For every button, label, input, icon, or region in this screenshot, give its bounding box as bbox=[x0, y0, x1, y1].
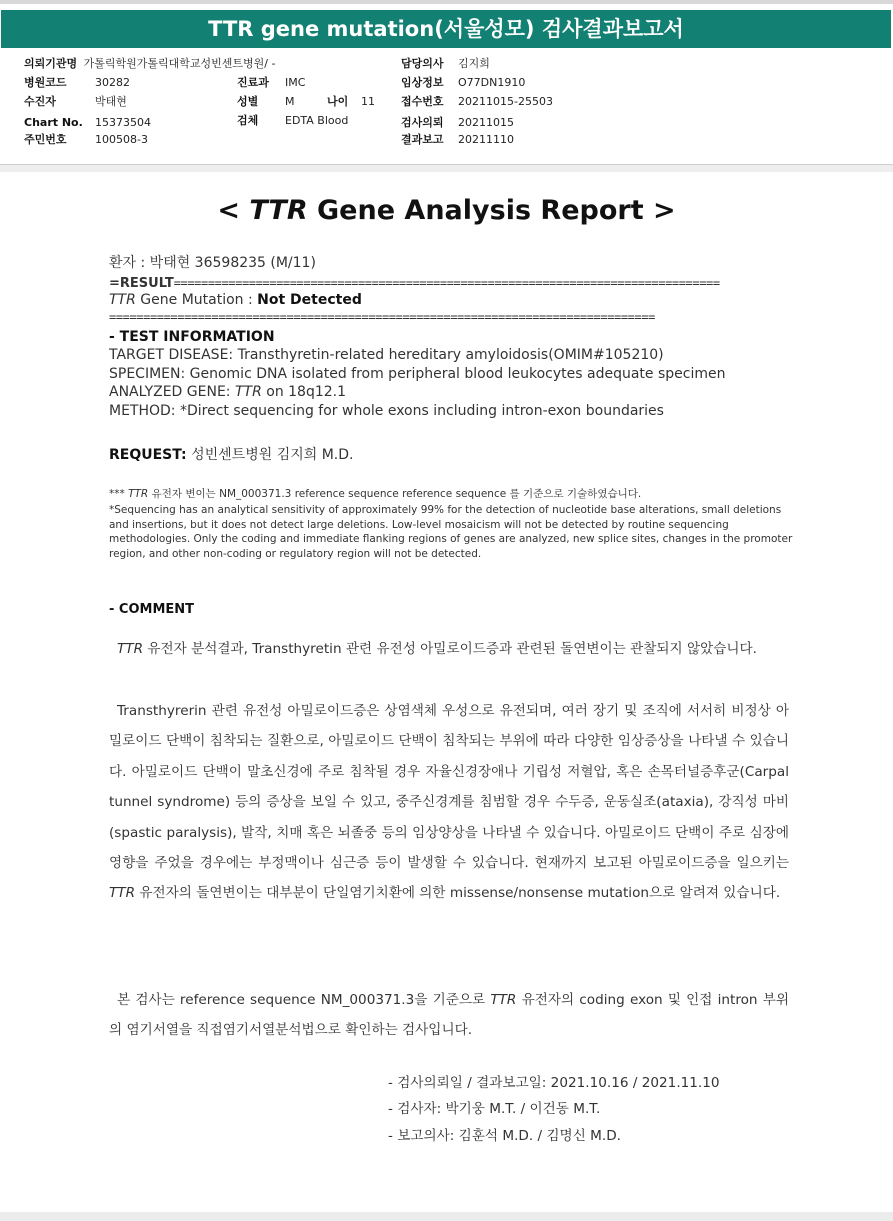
comment2-gene: TTR bbox=[109, 885, 136, 902]
header-row-accession bbox=[401, 95, 553, 109]
value-age: 11 bbox=[361, 95, 375, 108]
note-reference-prefix: *** bbox=[109, 488, 129, 500]
value-chart-no: 15373504 bbox=[95, 116, 151, 129]
analyzed-gene bbox=[109, 384, 346, 400]
value-department: IMC bbox=[285, 76, 306, 89]
target-disease: TARGET DISEASE: Transthyretin-related hereditary amyloidosis(OMIM#105210) bbox=[109, 347, 664, 363]
value-patient: 박태현 bbox=[95, 95, 127, 108]
test-info-heading: - TEST INFORMATION bbox=[109, 329, 275, 345]
comment2-text-b: 유전자의 돌연변이는 대부분이 단일염기치환에 의한 missense/nonsense mutation으로 알려져 있습니다. bbox=[135, 885, 781, 902]
value-institution: 가톨릭학원가톨릭대학교성빈센트병원/ - bbox=[83, 57, 276, 70]
top-border bbox=[0, 0, 893, 4]
signature-technicians: - 검사자: 박기웅 M.T. / 이건동 M.T. bbox=[388, 1101, 601, 1117]
comment2-text-a: Transthyrerin 관련 유전성 아밀로이드증은 상염색체 우성으로 유전되며, 여러 장기 및 조직에 서서히 비정상 아밀로이드 단백이 침착되는 질환으로, 아밀로이드 단백이 침착되는 부위에 따라 다양한 임상증상을 나타낼 수 있습니다. 아밀로이드 단백이 말초신경에 주로 침착될 경우 자율신경장애나 기립성 저혈압, 혹은 손목터널증후군(Carpal tunnel syndrome) 등의 증상을 보일 수 있고, 중주신경계를 침범할 경우 수두증, 운동실조(ataxia), 강직성 마비(spastic paralysis), 발작, 치매 혹은 뇌졸중 등의 임상양상을 나타낼 수 있습니다. 아밀로이드 단백이 주로 심장에 영향을 주었을 경우에는 부정맥이나 심근증 등이 발생할 수 있습니다. 현재까지 보고된 아밀로이드증을 일으키는 bbox=[109, 703, 789, 872]
result-text: Gene Mutation : bbox=[135, 292, 258, 308]
comment-heading: - COMMENT bbox=[109, 602, 195, 617]
value-report-date: 20211110 bbox=[458, 133, 514, 146]
label-doctor: 담당의사 bbox=[401, 57, 444, 70]
bottom-border bbox=[0, 1212, 893, 1221]
comment-paragraph-3 bbox=[109, 985, 789, 1046]
value-sex: M bbox=[285, 95, 295, 108]
result-line bbox=[109, 276, 789, 291]
header-row-doctor bbox=[401, 57, 490, 71]
header-row-request-date bbox=[401, 116, 514, 130]
report-title-prefix: < bbox=[217, 195, 250, 226]
specimen-line: SPECIMEN: Genomic DNA isolated from peripheral blood leukocytes adequate specimen bbox=[109, 366, 726, 382]
analyzed-gene-location: on 18q12.1 bbox=[261, 384, 347, 400]
label-clinical-info: 임상정보 bbox=[401, 76, 444, 89]
header-row-sex bbox=[237, 95, 295, 109]
header-row-chart-no bbox=[24, 116, 151, 130]
value-resident-no: 100508-3 bbox=[95, 133, 148, 146]
result-label: =RESULT bbox=[109, 276, 174, 291]
comment3-text-a: 본 검사는 reference sequence NM_000371.3을 기준으로 bbox=[117, 992, 491, 1008]
value-accession: 20211015-25503 bbox=[458, 95, 553, 108]
result-rule: ================================================================================ bbox=[173, 276, 720, 290]
comment1-gene: TTR bbox=[117, 641, 144, 657]
report-title bbox=[0, 195, 893, 226]
header-row-patient bbox=[24, 95, 127, 109]
label-patient: 수진자 bbox=[24, 95, 56, 108]
report-title-gene: TTR bbox=[249, 195, 308, 226]
result-gene: TTR bbox=[109, 292, 136, 308]
note-reference-gene: TTR bbox=[128, 488, 149, 500]
label-chart-no: Chart No. bbox=[24, 116, 83, 129]
value-hospital-code: 30282 bbox=[95, 76, 130, 89]
patient-line: 환자 : 박태현 36598235 (M/11) bbox=[109, 255, 316, 271]
header-separator bbox=[0, 164, 893, 172]
request-value: 성빈센트병원 김지희 M.D. bbox=[186, 447, 354, 463]
label-institution: 의뢰기관명 bbox=[24, 57, 78, 70]
header-row-resident-no bbox=[24, 133, 148, 147]
label-sex: 성별 bbox=[237, 95, 259, 108]
comment-paragraph-2 bbox=[109, 696, 789, 909]
request-line bbox=[109, 444, 353, 464]
value-specimen: EDTA Blood bbox=[285, 114, 349, 127]
request-label: REQUEST: bbox=[109, 447, 187, 463]
report-title-bar: TTR gene mutation(서울성모) 검사결과보고서 bbox=[1, 10, 891, 48]
header-row-hospital-code bbox=[24, 76, 130, 90]
signature-dates: - 검사의뢰일 / 결과보고일: 2021.10.16 / 2021.11.10 bbox=[388, 1075, 720, 1091]
header-row-institution bbox=[24, 57, 275, 71]
analyzed-gene-label: ANALYZED GENE: bbox=[109, 384, 235, 400]
rule-line: ================================================================================ bbox=[109, 310, 655, 324]
value-doctor: 김지희 bbox=[458, 57, 490, 70]
note-reference bbox=[109, 487, 799, 502]
comment-paragraph-1 bbox=[109, 634, 789, 664]
note-reference-text: 유전자 변이는 NM_000371.3 reference sequence reference sequence 를 기준으로 기술하였습니다. bbox=[148, 488, 642, 500]
comment1-text: 유전자 분석결과, Transthyretin 관련 유전성 아밀로이드증과 관련된 돌연변이는 관찰되지 않았습니다. bbox=[143, 641, 757, 657]
label-department: 진료과 bbox=[237, 76, 269, 89]
result-value: Not Detected bbox=[257, 292, 362, 308]
comment3-gene: TTR bbox=[490, 992, 517, 1008]
header-row-clinical-info bbox=[401, 76, 526, 90]
label-accession: 접수번호 bbox=[401, 95, 444, 108]
label-age: 나이 bbox=[327, 95, 349, 108]
analyzed-gene-name: TTR bbox=[234, 384, 262, 400]
label-request-date: 검사의뢰 bbox=[401, 116, 444, 129]
label-report-date: 결과보고 bbox=[401, 133, 444, 146]
label-specimen: 검체 bbox=[237, 114, 259, 127]
comment3-text-b: 유전자의 coding exon 및 인접 intron 부위의 염기서열을 직접염기서열분석법으로 확인하는 검사입니다. bbox=[109, 992, 789, 1039]
report-title-suffix: Gene Analysis Report > bbox=[307, 195, 676, 226]
value-clinical-info: O77DN1910 bbox=[458, 76, 526, 89]
result-statement bbox=[109, 292, 362, 308]
note-sensitivity: *Sequencing has an analytical sensitivity of approximately 99% for the detection of nucleotide base alterations, small deletions and insertions, but it does not detect large deletions. Low-level mosaicism will not be detected by routine sequencing methodologies. Only the coding and immediate flanking regions of genes are analyzed, new splice sites, changes in the promoter region, and other non-coding or regulatory region will not be detected. bbox=[109, 504, 793, 560]
label-resident-no: 주민번호 bbox=[24, 133, 67, 146]
header-row-department bbox=[237, 76, 306, 90]
value-request-date: 20211015 bbox=[458, 116, 514, 129]
method-line: METHOD: *Direct sequencing for whole exons including intron-exon boundaries bbox=[109, 403, 664, 419]
header-row-age bbox=[327, 95, 375, 109]
header-row-report-date bbox=[401, 133, 514, 147]
label-hospital-code: 병원코드 bbox=[24, 76, 67, 89]
signature-physicians: - 보고의사: 김훈석 M.D. / 김명신 M.D. bbox=[388, 1128, 621, 1144]
header-row-specimen bbox=[237, 114, 349, 128]
